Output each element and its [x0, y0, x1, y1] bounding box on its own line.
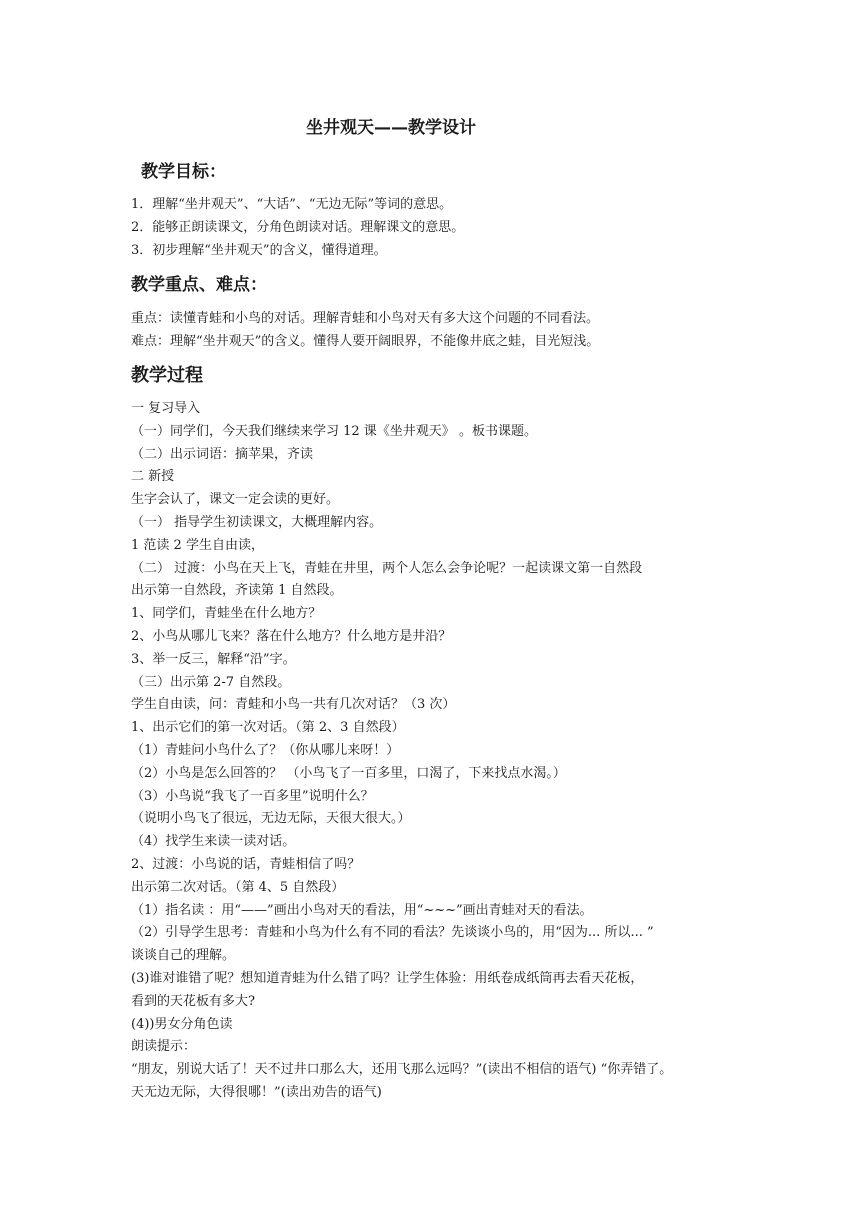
process-line: （三）出示第 2-7 自然段。 — [131, 674, 291, 690]
process-heading: 教学过程 — [131, 365, 203, 386]
process-line: 天无边无际，大得很哪！”(读出劝告的语气) — [131, 1084, 382, 1100]
key-point-item: 难点：理解“坐井观天”的含义。懂得人要开阔眼界，不能像井底之蛙，目光短浅。 — [131, 333, 600, 349]
process-line: 朗读提示： — [131, 1039, 197, 1055]
process-line: （2）引导学生思考：青蛙和小鸟为什么有不同的看法？先谈谈小鸟的，用“因为... 所以... ” — [131, 925, 654, 941]
goal-item: 1．理解“坐井观天”、“大话”、“无边无际”等词的意思。 — [131, 197, 453, 212]
process-line: 2、小鸟从哪儿飞来？落在什么地方？什么地方是井沿？ — [131, 628, 452, 644]
process-line: 学生自由读，问：青蛙和小鸟一共有几次对话？（3 次） — [131, 697, 456, 713]
process-line: 3、举一反三，解释“沿”字。 — [131, 651, 296, 667]
process-line: （一）同学们，今天我们继续来学习 12 课《坐井观天》 。板书课题。 — [131, 423, 537, 439]
process-line: 谈谈自己的理解。 — [131, 948, 236, 964]
process-line: “朋友，别说大话了！天不过井口那么大，还用飞那么远吗？”(读出不相信的语气) “你弄错了。 — [131, 1062, 673, 1078]
process-line: 1、出示它们的第一次对话。（第 2、3 自然段） — [131, 720, 405, 736]
goal-item: 3．初步理解“坐井观天”的含义，懂得道理。 — [131, 242, 387, 258]
process-line: （一） 指导学生初读课文，大概理解内容。 — [131, 514, 383, 530]
goals-heading: 教学目标： — [141, 162, 226, 182]
process-line: （二）出示词语：摘苹果，齐读 — [131, 446, 314, 462]
process-line: （2）小鸟是怎么回答的？ （小鸟飞了一百多里，口渴了，下来找点水渴。） — [131, 765, 566, 781]
process-line: 出示第二次对话。（第 4、5 自然段） — [131, 879, 345, 895]
process-line: 2、过渡：小鸟说的话，青蛙相信了吗？ — [131, 856, 361, 872]
process-line: 1 范读 2 学生自由读， — [131, 537, 264, 553]
process-line: 生字会认了，课文一定会读的更好。 — [131, 492, 340, 508]
process-line: 出示第一自然段，齐读第 1 自然段。 — [131, 583, 343, 599]
process-line: (3)谁对谁错了呢？想知道青蛙为什么错了吗？让学生体验：用纸卷成纸筒再去看天花板， — [131, 970, 644, 986]
process-line: 二 新授 — [131, 469, 175, 485]
key-points-heading: 教学重点、难点： — [131, 275, 267, 295]
process-line: 看到的天花板有多大? — [131, 993, 255, 1009]
process-line: (4))男女分角色读 — [131, 1016, 233, 1032]
process-line: 1、同学们，青蛙坐在什么地方？ — [131, 606, 322, 622]
process-body — [131, 398, 731, 1105]
key-points-list — [131, 308, 731, 354]
process-line: （3）小鸟说“我飞了一百多里”说明什么？ — [131, 788, 374, 804]
process-line: 一 复习导入 — [131, 401, 201, 416]
key-point-item: 重点：读懂青蛙和小鸟的对话。理解青蛙和小鸟对天有多大这个问题的不同看法。 — [131, 311, 600, 326]
process-line: （1）指名读 ：用“——”画出小鸟对天的看法，用“~~~”画出青蛙对天的看法。 — [131, 902, 593, 918]
goals-list — [131, 194, 731, 262]
process-line: （说明小鸟飞了很远，无边无际，天很大很大。） — [131, 811, 411, 827]
goal-item: 2．能够正朗读课文，分角色朗读对话。理解课文的意思。 — [131, 219, 465, 235]
document-title: 坐井观天——教学设计 — [306, 118, 476, 138]
process-line: （1）青蛙问小鸟什么了？（你从哪儿来呀！） — [131, 742, 400, 758]
process-line: （4）找学生来读一读对话。 — [131, 834, 296, 850]
process-line: （二） 过渡：小鸟在天上飞，青蛙在井里，两个人怎么会争论呢？一起读课文第一自然段 — [131, 560, 643, 576]
